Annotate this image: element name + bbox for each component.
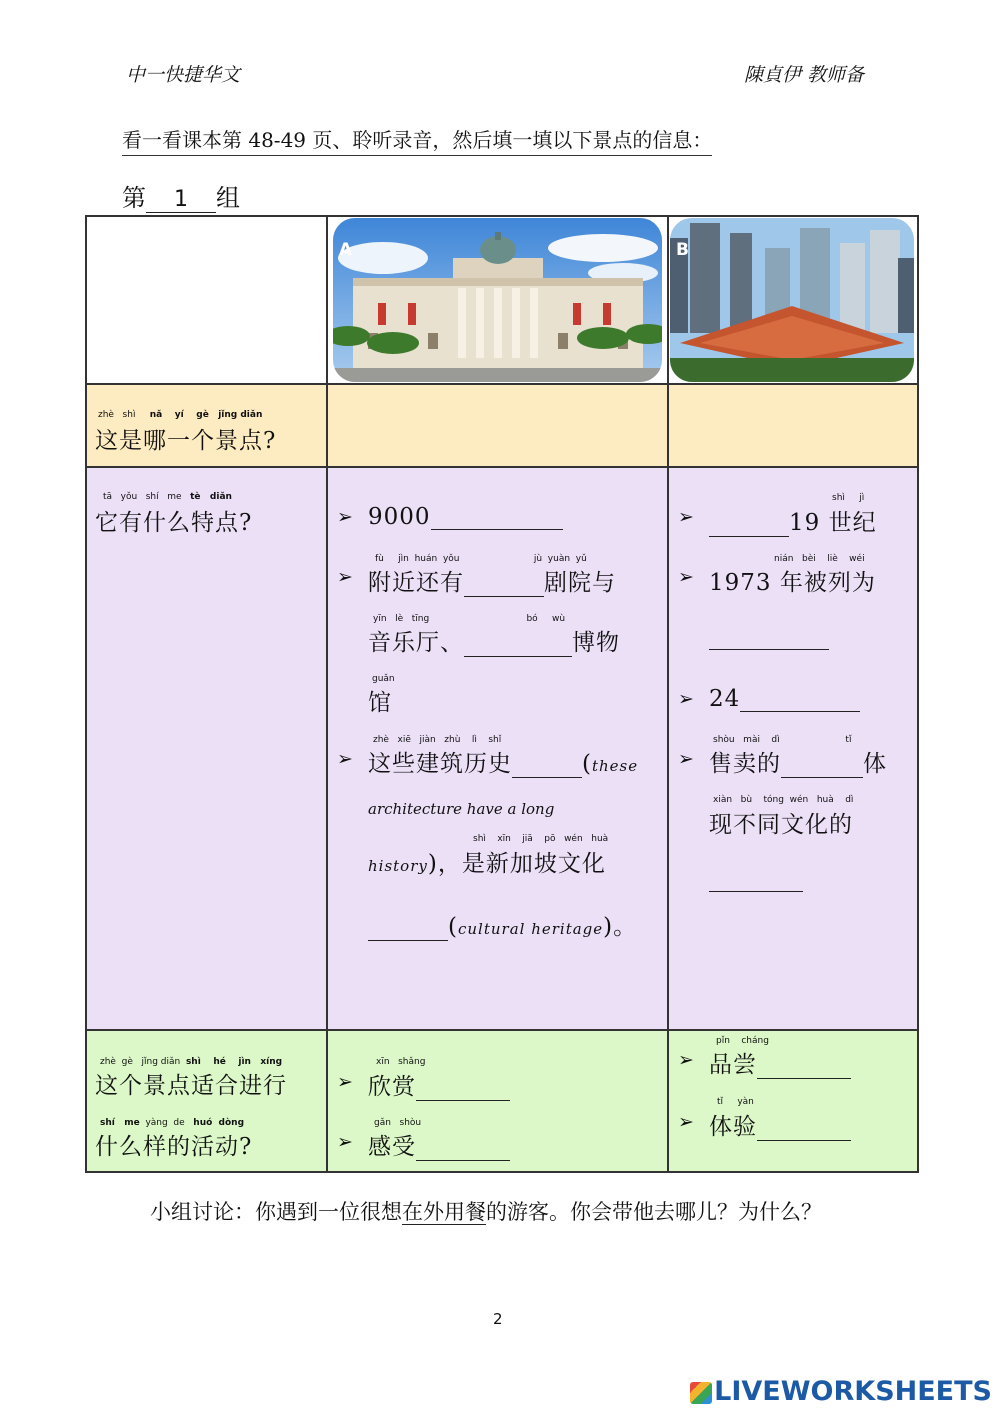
- logo-text: LIVEWORKSHEETS: [714, 1376, 992, 1407]
- a-f2c: 馆: [368, 690, 392, 716]
- group-number-field[interactable]: 1: [146, 187, 216, 213]
- answer-which-a[interactable]: [328, 385, 666, 465]
- a-act2-blank[interactable]: [416, 1138, 510, 1161]
- b-f4-pre: 售卖的: [709, 751, 781, 777]
- logo-icon: [690, 1382, 712, 1404]
- b-act2: 体验: [709, 1114, 757, 1140]
- b-f2-blank[interactable]: [709, 627, 829, 650]
- b-act1-blank[interactable]: [757, 1056, 851, 1079]
- a-f1-blank[interactable]: [431, 507, 563, 530]
- a-f3-paren: (: [582, 751, 592, 777]
- a-f3-en2: architecture have a long: [368, 800, 555, 818]
- a-f2b-blank[interactable]: [464, 634, 572, 657]
- b-f4b-blank[interactable]: [709, 869, 803, 892]
- a-f3-end: 。: [613, 914, 638, 940]
- which-question: 这是哪一个景点?: [95, 428, 277, 454]
- discussion-pre: 小组讨论：你遇到一位很想: [150, 1200, 402, 1224]
- a-f3-blank[interactable]: [512, 755, 582, 778]
- a-f3-en3: history: [368, 857, 428, 875]
- a-f3-blank2[interactable]: [368, 918, 448, 941]
- a-f2-pre: 附近还有: [368, 570, 464, 596]
- a-f3-en1: these: [591, 757, 639, 775]
- a-f2-post: 剧院与: [544, 570, 616, 596]
- photo-a-national-gallery: [333, 218, 662, 382]
- photo-b-lau-pa-sat: [670, 218, 914, 382]
- instruction: 看一看课本第 48-49 页、聆听录音，然后填一填以下景点的信息：: [122, 124, 712, 156]
- answer-which-b[interactable]: [669, 385, 916, 465]
- b-act2-blank[interactable]: [757, 1118, 851, 1141]
- a-f2-blank[interactable]: [464, 574, 544, 597]
- b-f3-blank[interactable]: [740, 689, 860, 712]
- a-f3-pre: 这些建筑历史: [368, 751, 512, 777]
- photo-b-label: B: [676, 240, 689, 260]
- features-question: 它有什么特点?: [95, 510, 253, 536]
- a-f1-text: 9000: [368, 504, 431, 530]
- activities-question-2: 什么样的活动?: [95, 1134, 253, 1160]
- teacher-name: 陳貞伊 教师备: [744, 64, 865, 86]
- b-f3: 24: [709, 686, 741, 712]
- discussion-prompt: [150, 1193, 870, 1231]
- page-number: 2: [493, 1310, 503, 1328]
- b-f4b: 现不同文化的: [709, 812, 853, 838]
- group-suffix: 组: [216, 184, 240, 212]
- activities-question-1: 这个景点适合进行: [95, 1073, 287, 1099]
- a-f2b-post: 博物: [572, 630, 620, 656]
- b-f4-blank[interactable]: [781, 755, 863, 778]
- b-f2: 1973 年被列为: [709, 570, 876, 596]
- a-f2b-pre: 音乐厅、: [368, 630, 464, 656]
- a-f2c-pinyin: guǎn: [372, 674, 395, 684]
- a-act2: 感受: [368, 1134, 416, 1160]
- group-label: [122, 178, 240, 213]
- a-act1-blank[interactable]: [416, 1078, 510, 1101]
- discussion-post: 的游客。你会带他去哪儿？为什么？: [486, 1200, 822, 1224]
- a-act1: 欣赏: [368, 1074, 416, 1100]
- a-f3-en4: cultural heritage: [457, 920, 604, 938]
- b-f4-post: 体: [863, 751, 887, 777]
- b-act1: 品尝: [709, 1052, 757, 1078]
- photo-a-label: A: [339, 240, 353, 260]
- course-title: 中一快捷华文: [126, 64, 241, 86]
- group-prefix: 第: [122, 184, 146, 212]
- b-f1-blank[interactable]: [709, 514, 789, 537]
- liveworksheets-logo: [690, 1376, 992, 1407]
- b-f1-post: 19 世纪: [789, 510, 877, 536]
- discussion-underlined: 在外用餐: [402, 1200, 486, 1224]
- a-f3-mid: )，是新加坡文化: [427, 851, 606, 877]
